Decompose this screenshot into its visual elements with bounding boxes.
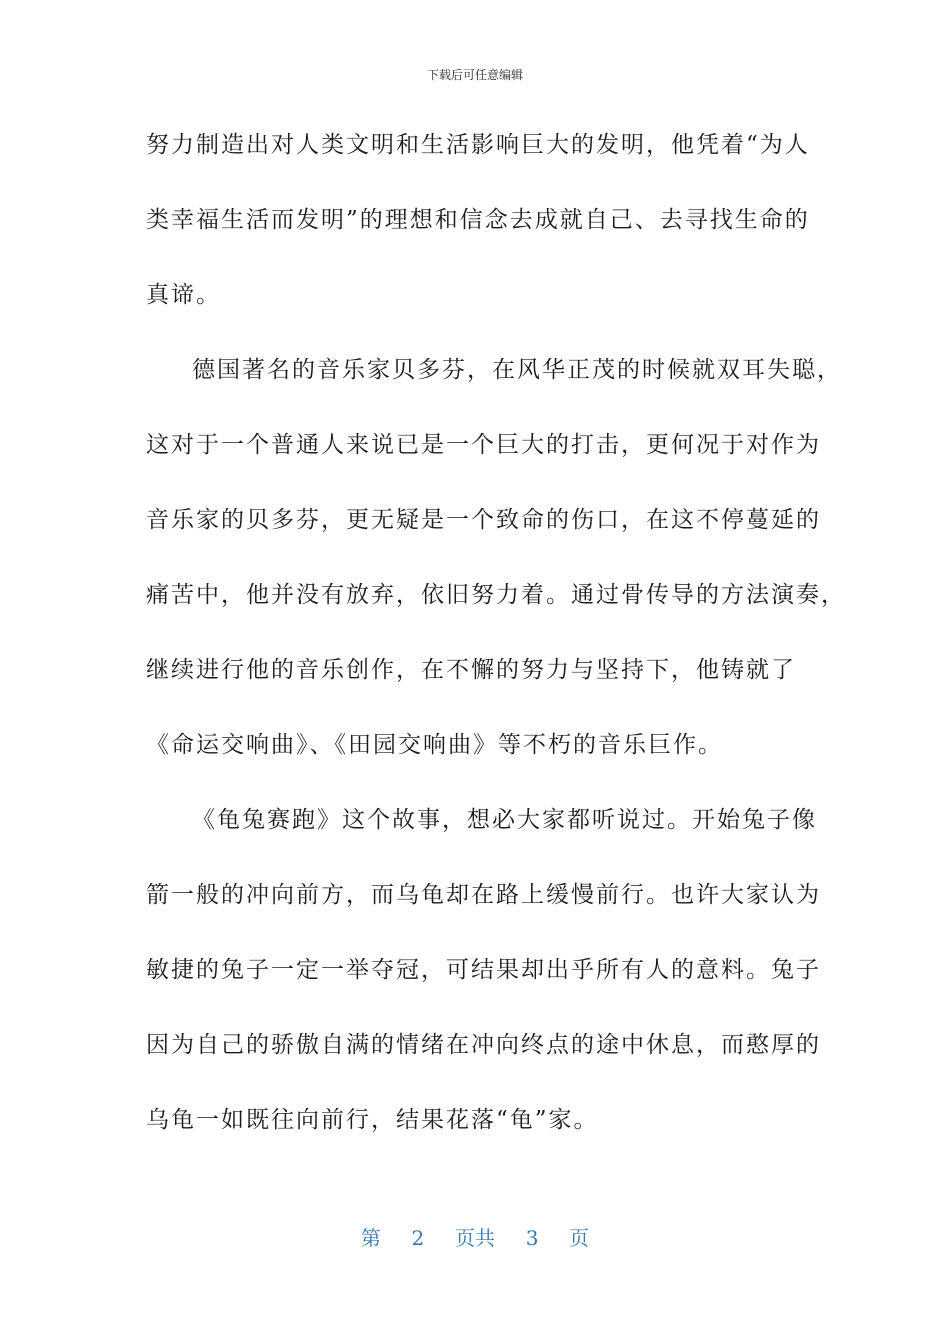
text-line: 德国著名的音乐家贝多芬，在风华正茂的时候就双耳失聪， xyxy=(192,357,842,383)
text-line: 敏捷的兔子一定一举夺冠，可结果却出乎所有人的意料。兔子 xyxy=(146,957,821,983)
text-line: 真谛。 xyxy=(146,282,221,308)
paragraph-3 xyxy=(146,783,821,1158)
total-pages-number: 3 xyxy=(525,1226,539,1250)
document-body xyxy=(146,108,846,1158)
text-line: 乌龟一如既往向前行，结果花落“龟”家。 xyxy=(146,1107,599,1133)
footer-label-end: 页 xyxy=(569,1226,590,1250)
text-line: 类幸福生活而发明”的理想和信念去成就自己、去寻找生命的 xyxy=(146,207,810,233)
text-line: 因为自己的骄傲自满的情绪在冲向终点的途中休息，而憨厚的 xyxy=(146,1032,821,1058)
text-line: 这对于一个普通人来说已是一个巨大的打击，更何况于对作为 xyxy=(146,432,821,458)
text-line: 努力制造出对人类文明和生活影响巨大的发明，他凭着“为人 xyxy=(146,132,810,158)
current-page-number: 2 xyxy=(411,1226,425,1250)
text-line: 继续进行他的音乐创作，在不懈的努力与坚持下，他铸就了 xyxy=(146,657,796,683)
text-line: 《命运交响曲》、《田园交响曲》等不朽的音乐巨作。 xyxy=(146,732,723,758)
page-footer xyxy=(0,1222,950,1251)
paragraph-1 xyxy=(146,108,810,333)
text-line: 箭一般的冲向前方，而乌龟却在路上缓慢前行。也许大家认为 xyxy=(146,882,821,908)
text-line: 音乐家的贝多芬，更无疑是一个致命的伤口，在这不停蔓延的 xyxy=(146,507,821,533)
text-line: 痛苦中，他并没有放弃，依旧努力着。通过骨传导的方法演奏， xyxy=(146,582,846,608)
paragraph-2 xyxy=(146,333,846,783)
footer-label-total: 页共 xyxy=(455,1226,495,1250)
text-line: 《龟兔赛跑》这个故事，想必大家都听说过。开始兔子像 xyxy=(192,807,817,833)
page-header: 下载后可任意编辑 xyxy=(426,68,523,82)
footer-label-page: 第 xyxy=(360,1226,381,1250)
